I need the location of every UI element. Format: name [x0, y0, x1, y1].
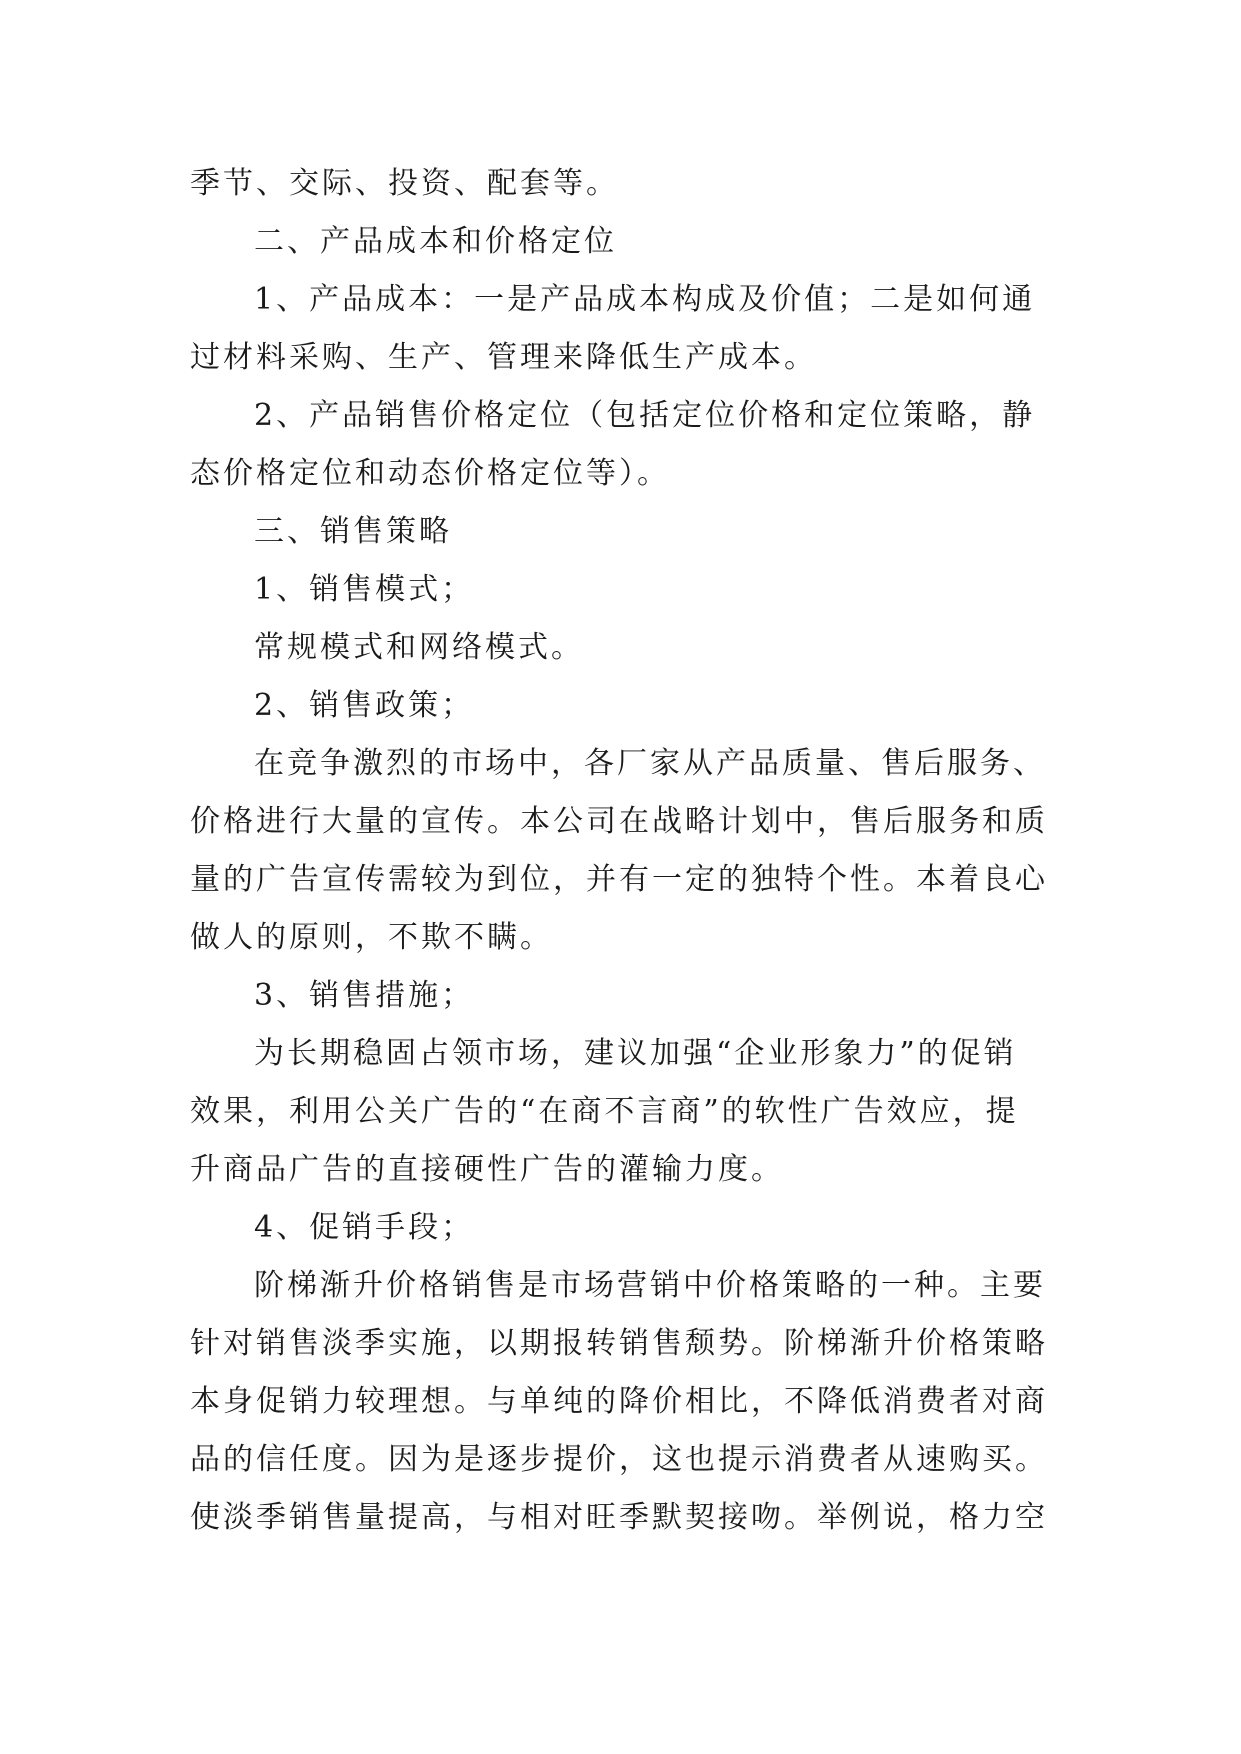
subsection-heading: 2、销售政策； [254, 688, 475, 723]
paragraph-line: 品的信任度。因为是逐步提价，这也提示消费者从速购买。 [190, 1442, 1048, 1477]
paragraph-line: 1、产品成本：一是产品成本构成及价值；二是如何通 [254, 282, 1036, 317]
paragraph-line: 效果，利用公关广告的“在商不言商”的软性广告效应，提 [190, 1094, 1019, 1129]
paragraph-line: 2、产品销售价格定位（包括定位价格和定位策略，静 [254, 398, 1036, 433]
paragraph-line: 阶梯渐升价格销售是市场营销中价格策略的一种。主要 [254, 1268, 1046, 1303]
subsection-heading: 3、销售措施； [254, 978, 475, 1013]
paragraph-line: 升商品广告的直接硬性广告的灌输力度。 [190, 1152, 784, 1187]
paragraph-line: 针对销售淡季实施，以期报转销售颓势。阶梯渐升价格策略 [190, 1326, 1048, 1361]
section-heading: 二、产品成本和价格定位 [254, 224, 617, 259]
paragraph-line: 季节、交际、投资、配套等。 [190, 166, 619, 201]
section-heading: 三、销售策略 [254, 514, 452, 549]
paragraph-line: 过材料采购、生产、管理来降低生产成本。 [190, 340, 817, 375]
paragraph-line: 价格进行大量的宣传。本公司在战略计划中，售后服务和质 [190, 804, 1048, 839]
subsection-heading: 4、促销手段； [254, 1210, 475, 1245]
paragraph-line: 态价格定位和动态价格定位等）。 [190, 456, 670, 491]
paragraph-line: 在竞争激烈的市场中，各厂家从产品质量、售后服务、 [254, 746, 1046, 781]
paragraph-line: 使淡季销售量提高，与相对旺季默契接吻。举例说，格力空 [190, 1500, 1048, 1535]
paragraph-line: 本身促销力较理想。与单纯的降价相比，不降低消费者对商 [190, 1384, 1048, 1419]
paragraph-line: 量的广告宣传需较为到位，并有一定的独特个性。本着良心 [190, 862, 1048, 897]
paragraph-line: 为长期稳固占领市场，建议加强“企业形象力”的促销 [254, 1036, 1017, 1071]
paragraph-line: 做人的原则，不欺不瞒。 [190, 920, 553, 955]
paragraph-line: 常规模式和网络模式。 [254, 630, 584, 665]
subsection-heading: 1、销售模式； [254, 572, 475, 607]
